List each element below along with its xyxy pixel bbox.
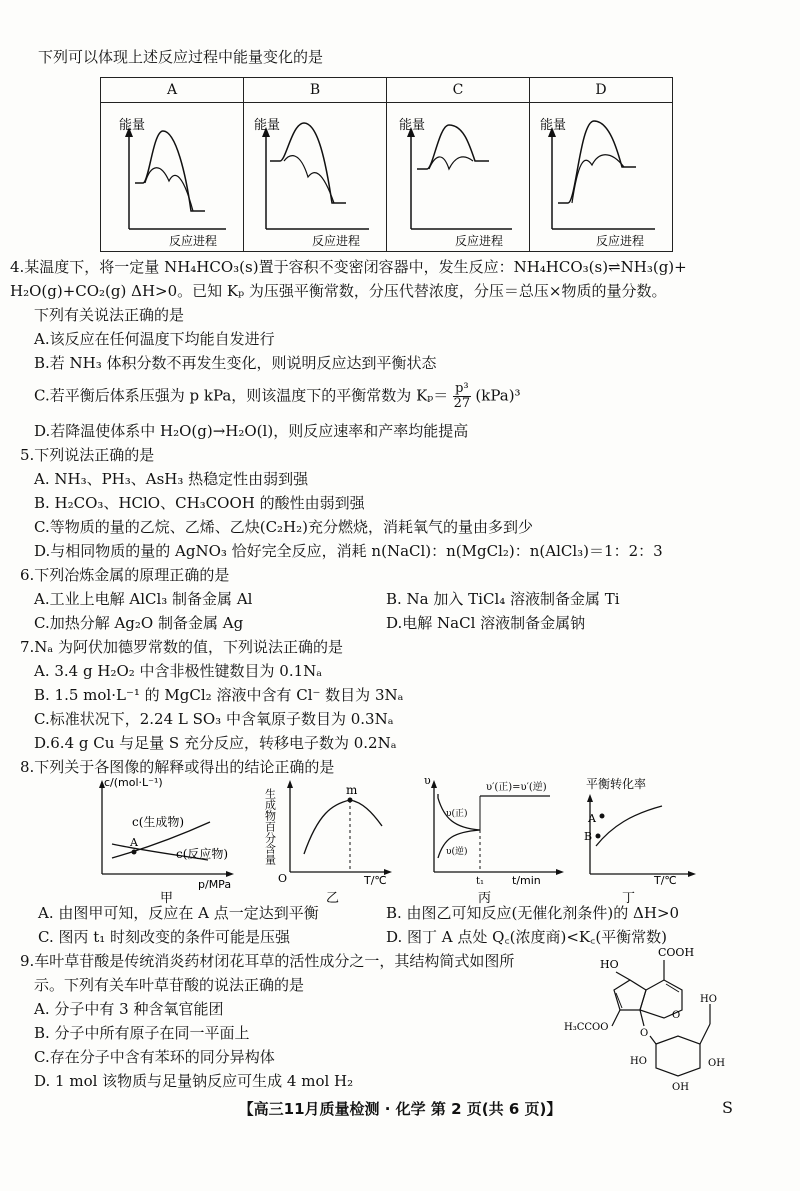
x-label: 反应进程: [169, 234, 218, 248]
jia-curve1: c(生成物): [132, 815, 185, 829]
q4-line3: 下列有关说法正确的是: [34, 306, 185, 324]
q3-graph-c: [387, 103, 530, 252]
ding-xlabel: T/℃: [654, 874, 677, 887]
q8-figure-jia: [90, 774, 240, 906]
q8-figure-bing: [420, 774, 570, 906]
struct-oh2: OH: [672, 1082, 689, 1093]
q3-graph-b: [244, 103, 387, 252]
bing-v2: υ(逆): [446, 847, 468, 857]
struct-ho2: HO: [700, 994, 717, 1005]
q4-option-c: [34, 382, 521, 411]
x-label: 反应进程: [312, 234, 361, 248]
jia-point: A: [130, 836, 138, 849]
y-label: 能量: [254, 118, 281, 133]
q3-header-c: C: [387, 78, 530, 103]
q9-structure: [560, 944, 770, 1094]
bing-caption: 丙: [478, 891, 492, 906]
q9-line1: 9.车叶草苷酸是传统消炎药材闭花耳草的活性成分之一，其结构简式如图所: [20, 952, 515, 970]
q3-stem: 下列可以体现上述反应过程中能量变化的是: [38, 48, 324, 66]
y-label: 能量: [540, 118, 567, 133]
q7-option-b: B. 1.5 mol·L⁻¹ 的 MgCl₂ 溶液中含有 Cl⁻ 数目为 3Nₐ: [34, 686, 404, 704]
corner-mark: S: [722, 1098, 733, 1117]
q3-options-table: [100, 77, 673, 252]
bing-ylabel: υ: [424, 774, 431, 787]
q4-c-pre: C.若平衡后体系压强为 p kPa，则该温度下的平衡常数为 Kₚ＝: [34, 386, 449, 405]
q3-header-d: D: [530, 78, 673, 103]
struct-ho1: HO: [600, 958, 619, 971]
q5-option-b: B. H₂CO₃、HClO、CH₃COOH 的酸性由弱到强: [34, 494, 365, 512]
q5-option-c: C.等物质的量的乙烷、乙烯、乙炔(C₂H₂)充分燃烧，消耗氧气的量由多到少: [34, 518, 534, 536]
q8-option-b: B. 由图乙可知反应(无催化剂条件)的 ΔH>0: [386, 904, 680, 922]
struct-ho3: HO: [630, 1056, 647, 1067]
q9-line2: 示。下列有关车叶草苷酸的说法正确的是: [34, 976, 305, 994]
q4-line2: H₂O(g)+CO₂(g) ΔH>0。已知 Kₚ 为压强平衡常数，分压代替浓度，分压＝总压×物质的量分数。: [10, 282, 667, 300]
q3-graph-a: [101, 103, 244, 252]
x-label: 反应进程: [455, 234, 504, 248]
bing-t1: t₁: [476, 876, 485, 887]
q4-line1: 4.某温度下，将一定量 NH₄HCO₃(s)置于容积不变密闭容器中，发生反应：NH₄HCO₃(s)⇌NH₃(g)+: [10, 258, 687, 276]
bing-xlabel: t/min: [512, 874, 541, 887]
jia-ylabel: c/(mol·L⁻¹): [104, 776, 163, 789]
yi-origin: O: [278, 872, 288, 885]
q3-header-a: A: [101, 78, 244, 103]
q4-c-post: (kPa)³: [475, 386, 521, 405]
struct-acetyl: H₃CCOO: [564, 1022, 609, 1033]
struct-oh1: OH: [708, 1058, 725, 1069]
q6-option-d: D.电解 NaCl 溶液制备金属钠: [386, 614, 586, 632]
q3-header-b: B: [244, 78, 387, 103]
q6-option-c: C.加热分解 Ag₂O 制备金属 Ag: [34, 614, 244, 632]
q9-option-a: A. 分子中有 3 种含氧官能团: [34, 1000, 224, 1018]
q6-option-a: A.工业上电解 AlCl₃ 制备金属 Al: [34, 590, 253, 608]
q3-graph-d: [530, 103, 673, 252]
q7-stem: 7.Nₐ 为阿伏加德罗常数的值，下列说法正确的是: [20, 638, 343, 656]
q5-option-a: A. NH₃、PH₃、AsH₃ 热稳定性由弱到强: [34, 470, 309, 488]
q8-option-d: D. 图丁 A 点处 Q꜀(浓度商)<K꜀(平衡常数): [386, 928, 668, 946]
struct-cooh: COOH: [658, 946, 695, 959]
jia-caption: 甲: [160, 891, 174, 906]
ding-point-a: A: [588, 812, 596, 825]
yi-xlabel: T/℃: [364, 874, 387, 887]
q8-stem: 8.下列关于各图像的解释或得出的结论正确的是: [20, 758, 335, 776]
q9-option-c: C.存在分子中含有苯环的同分异构体: [34, 1048, 275, 1066]
q8-option-a: A. 由图甲可知，反应在 A 点一定达到平衡: [38, 904, 319, 922]
q8-figure-ding: [582, 774, 712, 906]
q4-option-b: B.若 NH₃ 体积分数不再发生变化，则说明反应达到平衡状态: [34, 354, 437, 372]
jia-curve2: c(反应物): [176, 847, 229, 861]
q6-stem: 6.下列冶炼金属的原理正确的是: [20, 566, 230, 584]
q9-option-d: D. 1 mol 该物质与足量钠反应可生成 4 mol H₂: [34, 1072, 354, 1090]
x-label: 反应进程: [596, 234, 645, 248]
yi-caption: 乙: [326, 891, 340, 906]
q8-figure-yi: [263, 774, 396, 906]
yi-ylabel: 生成物百分含量: [263, 788, 277, 865]
yi-point: m: [346, 783, 358, 797]
q7-option-d: D.6.4 g Cu 与足量 S 充分反应，转移电子数为 0.2Nₐ: [34, 734, 397, 752]
q5-option-d: D.与相同物质的量的 AgNO₃ 恰好完全反应，消耗 n(NaCl)：n(MgCl₂)：n(AlCl₃)＝1：2：3: [34, 542, 663, 560]
page-footer: 【高三11月质量检测 · 化学 第 2 页(共 6 页)】: [238, 1100, 562, 1118]
q4-option-a: A.该反应在任何温度下均能自发进行: [34, 330, 275, 348]
q6-option-b: B. Na 加入 TiCl₄ 溶液制备金属 Ti: [386, 590, 620, 608]
glyco-o: O: [640, 1028, 649, 1039]
q7-option-a: A. 3.4 g H₂O₂ 中含非极性键数目为 0.1Nₐ: [34, 662, 323, 680]
bing-top: υ′(正)=υ′(逆): [486, 782, 547, 793]
q4-c-num: p³: [455, 381, 469, 396]
ding-point-b: B: [584, 830, 593, 843]
q8-option-c: C. 图丙 t₁ 时刻改变的条件可能是压强: [38, 928, 291, 946]
jia-xlabel: p/MPa: [198, 878, 232, 891]
q7-option-c: C.标准状况下，2.24 L SO₃ 中含氧原子数目为 0.3Nₐ: [34, 710, 394, 728]
y-label: 能量: [119, 118, 146, 133]
bing-v1: υ(正): [446, 809, 468, 819]
q5-stem: 5.下列说法正确的是: [20, 446, 155, 464]
q4-c-fraction: [453, 382, 471, 411]
ding-ylabel: 平衡转化率: [586, 777, 647, 791]
ding-caption: 丁: [622, 891, 636, 906]
q9-option-b: B. 分子中所有原子在同一平面上: [34, 1024, 250, 1042]
ring-o: O: [672, 1010, 681, 1021]
q4-c-den: 27: [453, 396, 471, 411]
q4-option-d: D.若降温使体系中 H₂O(g)→H₂O(l)，则反应速率和产率均能提高: [34, 422, 469, 440]
y-label: 能量: [399, 118, 426, 133]
